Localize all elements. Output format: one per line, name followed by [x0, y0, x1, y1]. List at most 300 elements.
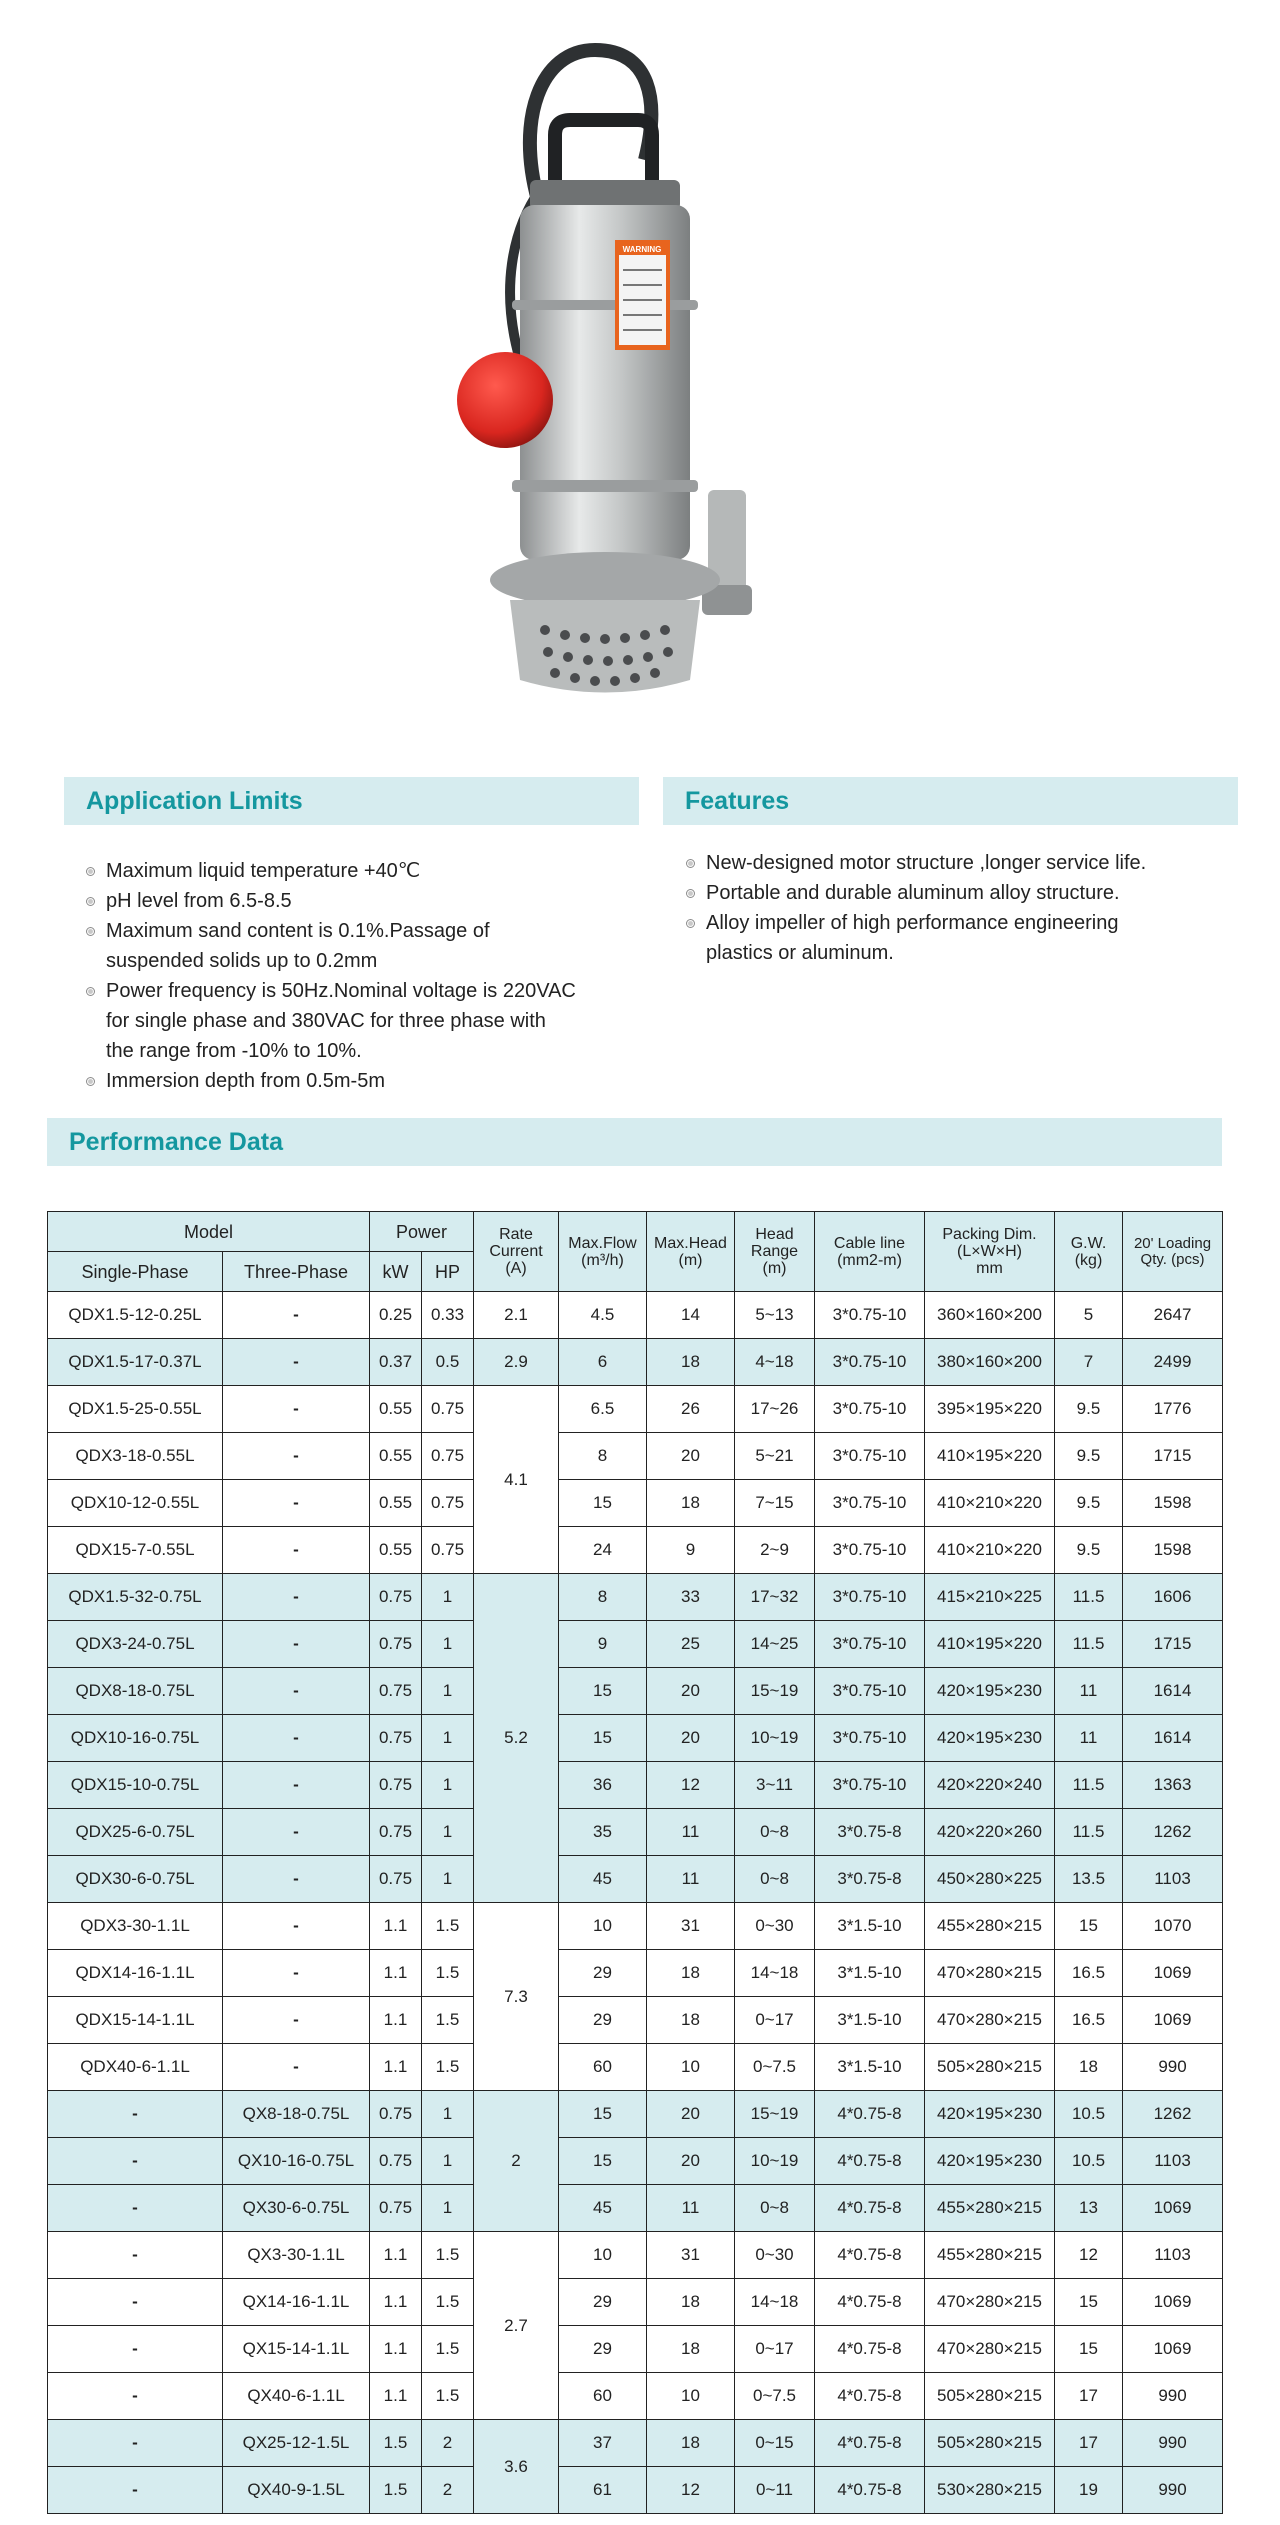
cell-single-phase-model: QDX15-14-1.1L — [48, 1997, 223, 2044]
cell-max-head: 12 — [647, 1762, 735, 1809]
cell-max-head: 18 — [647, 2279, 735, 2326]
cell-hp: 1 — [422, 2138, 474, 2185]
list-item-text: Maximum liquid temperature +40℃ — [106, 860, 421, 882]
cell-gross-weight: 16.5 — [1055, 1950, 1123, 1997]
cell-three-phase-model: - — [223, 1386, 370, 1433]
cell-kw: 0.55 — [370, 1480, 422, 1527]
table-row — [48, 2044, 1223, 2091]
cell-max-head: 18 — [647, 1997, 735, 2044]
submersible-pump-image — [420, 40, 860, 710]
cell-gross-weight: 13.5 — [1055, 1856, 1123, 1903]
cell-head-range: 0~7.5 — [735, 2373, 815, 2420]
cell-packing-dim: 530×280×215 — [925, 2467, 1055, 2514]
cell-max-head: 18 — [647, 2420, 735, 2467]
table-row — [48, 2232, 1223, 2279]
cell-packing-dim: 470×280×215 — [925, 2326, 1055, 2373]
cell-max-head: 26 — [647, 1386, 735, 1433]
cell-three-phase-model: QX3-30-1.1L — [223, 2232, 370, 2279]
cell-three-phase-model: QX8-18-0.75L — [223, 2091, 370, 2138]
cell-max-head: 11 — [647, 2185, 735, 2232]
header-model: Model — [48, 1212, 370, 1252]
bullet-icon — [686, 919, 695, 928]
cell-max-head: 20 — [647, 2091, 735, 2138]
list-item-text: Alloy impeller of high performance engineering plastics or aluminum. — [706, 912, 1119, 964]
header-power: Power — [370, 1212, 474, 1252]
cell-loading-qty: 2647 — [1123, 1292, 1223, 1339]
cell-packing-dim: 505×280×215 — [925, 2044, 1055, 2091]
cell-three-phase-model: - — [223, 2044, 370, 2091]
cell-max-head: 11 — [647, 1809, 735, 1856]
cell-head-range: 5~13 — [735, 1292, 815, 1339]
cell-kw: 0.37 — [370, 1339, 422, 1386]
cell-head-range: 0~11 — [735, 2467, 815, 2514]
cell-hp: 1 — [422, 1621, 474, 1668]
cell-gross-weight: 9.5 — [1055, 1386, 1123, 1433]
bullet-icon — [686, 889, 695, 898]
cell-max-head: 9 — [647, 1527, 735, 1574]
cell-kw: 0.75 — [370, 2185, 422, 2232]
cell-loading-qty: 1070 — [1123, 1903, 1223, 1950]
cell-head-range: 15~19 — [735, 1668, 815, 1715]
cell-max-head: 18 — [647, 1339, 735, 1386]
cell-hp: 1 — [422, 1809, 474, 1856]
cell-head-range: 0~30 — [735, 1903, 815, 1950]
cell-cable-line: 4*0.75-8 — [815, 2326, 925, 2373]
cell-single-phase-model: QDX15-10-0.75L — [48, 1762, 223, 1809]
cell-cable-line: 3*0.75-8 — [815, 1856, 925, 1903]
table-row — [48, 2373, 1223, 2420]
table-row — [48, 1480, 1223, 1527]
carry-handle — [555, 120, 652, 190]
cell-packing-dim: 395×195×220 — [925, 1386, 1055, 1433]
cell-gross-weight: 11 — [1055, 1668, 1123, 1715]
header-max-flow: Max.Flow (m³/h) — [559, 1212, 647, 1292]
cell-packing-dim: 505×280×215 — [925, 2373, 1055, 2420]
cell-cable-line: 3*1.5-10 — [815, 2044, 925, 2091]
cell-gross-weight: 5 — [1055, 1292, 1123, 1339]
table-row — [48, 1856, 1223, 1903]
cell-loading-qty: 1715 — [1123, 1621, 1223, 1668]
table-row — [48, 1762, 1223, 1809]
cell-hp: 1.5 — [422, 2326, 474, 2373]
cell-head-range: 0~30 — [735, 2232, 815, 2279]
cell-max-head: 11 — [647, 1856, 735, 1903]
cell-head-range: 10~19 — [735, 2138, 815, 2185]
cell-max-flow: 15 — [559, 1668, 647, 1715]
list-item — [686, 908, 1246, 968]
table-row — [48, 2091, 1223, 2138]
cell-hp: 1 — [422, 1715, 474, 1762]
cell-gross-weight: 9.5 — [1055, 1433, 1123, 1480]
cell-hp: 0.75 — [422, 1527, 474, 1574]
bullet-icon — [86, 987, 95, 996]
cell-single-phase-model: QDX14-16-1.1L — [48, 1950, 223, 1997]
cell-kw: 1.1 — [370, 2373, 422, 2420]
cell-cable-line: 3*0.75-10 — [815, 1292, 925, 1339]
float-switch — [457, 352, 553, 448]
features-list — [686, 848, 1246, 968]
cell-max-head: 20 — [647, 1433, 735, 1480]
cell-cable-line: 3*0.75-10 — [815, 1668, 925, 1715]
cell-gross-weight: 11.5 — [1055, 1809, 1123, 1856]
cell-hp: 0.75 — [422, 1433, 474, 1480]
cell-gross-weight: 15 — [1055, 1903, 1123, 1950]
cell-kw: 1.1 — [370, 1903, 422, 1950]
cell-cable-line: 4*0.75-8 — [815, 2467, 925, 2514]
cell-packing-dim: 410×195×220 — [925, 1621, 1055, 1668]
cell-three-phase-model: - — [223, 1621, 370, 1668]
cell-hp: 0.33 — [422, 1292, 474, 1339]
cell-single-phase-model: QDX1.5-17-0.37L — [48, 1339, 223, 1386]
cell-three-phase-model: - — [223, 1339, 370, 1386]
cell-max-head: 10 — [647, 2373, 735, 2420]
cell-cable-line: 3*0.75-10 — [815, 1433, 925, 1480]
cell-cable-line: 4*0.75-8 — [815, 2420, 925, 2467]
cell-single-phase-model: QDX3-30-1.1L — [48, 1903, 223, 1950]
table-row — [48, 2420, 1223, 2467]
cell-cable-line: 3*1.5-10 — [815, 1903, 925, 1950]
cell-loading-qty: 1262 — [1123, 1809, 1223, 1856]
cell-single-phase-model: QDX3-24-0.75L — [48, 1621, 223, 1668]
header-cable-line: Cable line (mm2-m) — [815, 1212, 925, 1292]
table-row — [48, 2185, 1223, 2232]
table-row — [48, 1292, 1223, 1339]
table-row — [48, 1339, 1223, 1386]
cell-loading-qty: 1069 — [1123, 2326, 1223, 2373]
cell-three-phase-model: QX40-6-1.1L — [223, 2373, 370, 2420]
cell-rate-current: 2.9 — [474, 1339, 559, 1386]
cell-three-phase-model: - — [223, 1433, 370, 1480]
header-max-head: Max.Head (m) — [647, 1212, 735, 1292]
performance-data-heading: Performance Data — [47, 1118, 1222, 1166]
cell-single-phase-model: - — [48, 2091, 223, 2138]
cell-packing-dim: 455×280×215 — [925, 2232, 1055, 2279]
header-rate-current: Rate Current (A) — [474, 1212, 559, 1292]
cell-hp: 1.5 — [422, 2279, 474, 2326]
cell-hp: 1 — [422, 2091, 474, 2138]
cell-cable-line: 4*0.75-8 — [815, 2091, 925, 2138]
cell-max-head: 31 — [647, 2232, 735, 2279]
cell-kw: 1.1 — [370, 1997, 422, 2044]
cell-single-phase-model: QDX3-18-0.55L — [48, 1433, 223, 1480]
cell-single-phase-model: - — [48, 2138, 223, 2185]
cell-single-phase-model: - — [48, 2326, 223, 2373]
cell-single-phase-model: - — [48, 2467, 223, 2514]
cell-max-flow: 29 — [559, 1997, 647, 2044]
cell-three-phase-model: QX10-16-0.75L — [223, 2138, 370, 2185]
cell-packing-dim: 455×280×215 — [925, 1903, 1055, 1950]
cell-max-flow: 15 — [559, 1480, 647, 1527]
cell-hp: 2 — [422, 2420, 474, 2467]
cell-cable-line: 4*0.75-8 — [815, 2279, 925, 2326]
cell-max-flow: 60 — [559, 2373, 647, 2420]
cell-gross-weight: 7 — [1055, 1339, 1123, 1386]
list-item-text: Portable and durable aluminum alloy structure. — [706, 882, 1120, 904]
cell-cable-line: 3*0.75-10 — [815, 1386, 925, 1433]
cell-rate-current: 4.1 — [474, 1386, 559, 1574]
cell-gross-weight: 10.5 — [1055, 2091, 1123, 2138]
bullet-icon — [86, 1077, 95, 1086]
cell-loading-qty: 1606 — [1123, 1574, 1223, 1621]
cell-loading-qty: 2499 — [1123, 1339, 1223, 1386]
header-head-range: Head Range (m) — [735, 1212, 815, 1292]
header-kw: kW — [370, 1252, 422, 1292]
cell-single-phase-model: QDX8-18-0.75L — [48, 1668, 223, 1715]
cell-head-range: 5~21 — [735, 1433, 815, 1480]
cell-three-phase-model: - — [223, 1292, 370, 1339]
cell-three-phase-model: - — [223, 1997, 370, 2044]
cell-hp: 1.5 — [422, 2044, 474, 2091]
cell-packing-dim: 470×280×215 — [925, 1950, 1055, 1997]
cell-max-head: 31 — [647, 1903, 735, 1950]
cell-kw: 1.1 — [370, 1950, 422, 1997]
cell-cable-line: 3*0.75-10 — [815, 1762, 925, 1809]
cell-max-flow: 36 — [559, 1762, 647, 1809]
list-item-text: New-designed motor structure ,longer service life. — [706, 852, 1147, 874]
cell-hp: 1.5 — [422, 2373, 474, 2420]
cell-cable-line: 3*0.75-10 — [815, 1480, 925, 1527]
cell-cable-line: 3*0.75-10 — [815, 1527, 925, 1574]
cell-loading-qty: 1598 — [1123, 1527, 1223, 1574]
table-row — [48, 1809, 1223, 1856]
svg-text:WARNING: WARNING — [622, 245, 662, 254]
cell-gross-weight: 12 — [1055, 2232, 1123, 2279]
cell-packing-dim: 470×280×215 — [925, 1997, 1055, 2044]
cell-hp: 1 — [422, 2185, 474, 2232]
list-item — [86, 856, 646, 886]
list-item-text: pH level from 6.5-8.5 — [106, 890, 292, 912]
cell-single-phase-model: - — [48, 2185, 223, 2232]
header-three-phase: Three-Phase — [223, 1252, 370, 1292]
cell-max-flow: 45 — [559, 1856, 647, 1903]
cell-head-range: 0~15 — [735, 2420, 815, 2467]
cell-max-flow: 10 — [559, 1903, 647, 1950]
cell-max-flow: 9 — [559, 1621, 647, 1668]
cell-packing-dim: 420×195×230 — [925, 2091, 1055, 2138]
list-item — [686, 848, 1246, 878]
table-row — [48, 1715, 1223, 1762]
cell-three-phase-model: QX15-14-1.1L — [223, 2326, 370, 2373]
cell-rate-current: 3.6 — [474, 2420, 559, 2514]
cell-gross-weight: 17 — [1055, 2373, 1123, 2420]
cell-max-head: 18 — [647, 1480, 735, 1527]
cell-three-phase-model: - — [223, 1809, 370, 1856]
application-limits-list — [86, 856, 646, 1096]
cell-hp: 0.5 — [422, 1339, 474, 1386]
cell-packing-dim: 415×210×225 — [925, 1574, 1055, 1621]
list-item-text: Immersion depth from 0.5m-5m — [106, 1070, 385, 1092]
cell-loading-qty: 1614 — [1123, 1668, 1223, 1715]
cell-max-flow: 29 — [559, 1950, 647, 1997]
cell-max-flow: 15 — [559, 1715, 647, 1762]
cell-kw: 0.75 — [370, 1856, 422, 1903]
table-row — [48, 1386, 1223, 1433]
cell-hp: 1.5 — [422, 2232, 474, 2279]
cell-max-head: 20 — [647, 2138, 735, 2185]
cell-gross-weight: 9.5 — [1055, 1527, 1123, 1574]
cell-three-phase-model: - — [223, 1668, 370, 1715]
cell-kw: 0.75 — [370, 2138, 422, 2185]
cell-cable-line: 3*1.5-10 — [815, 1997, 925, 2044]
cell-gross-weight: 11.5 — [1055, 1574, 1123, 1621]
cell-loading-qty: 990 — [1123, 2044, 1223, 2091]
cell-head-range: 14~18 — [735, 2279, 815, 2326]
cell-three-phase-model: QX14-16-1.1L — [223, 2279, 370, 2326]
cell-head-range: 0~17 — [735, 1997, 815, 2044]
cell-three-phase-model: - — [223, 1762, 370, 1809]
cell-three-phase-model: - — [223, 1856, 370, 1903]
bullet-icon — [86, 867, 95, 876]
performance-table-body — [48, 1292, 1223, 2514]
cell-three-phase-model: QX30-6-0.75L — [223, 2185, 370, 2232]
cell-max-flow: 45 — [559, 2185, 647, 2232]
cell-loading-qty: 1069 — [1123, 1997, 1223, 2044]
cell-loading-qty: 1614 — [1123, 1715, 1223, 1762]
cell-gross-weight: 19 — [1055, 2467, 1123, 2514]
cell-head-range: 14~25 — [735, 1621, 815, 1668]
cell-packing-dim: 420×195×230 — [925, 1668, 1055, 1715]
cell-kw: 0.75 — [370, 1574, 422, 1621]
cell-packing-dim: 410×195×220 — [925, 1433, 1055, 1480]
table-row — [48, 1621, 1223, 1668]
table-row — [48, 1997, 1223, 2044]
cell-head-range: 0~7.5 — [735, 2044, 815, 2091]
cell-loading-qty: 1363 — [1123, 1762, 1223, 1809]
cell-head-range: 0~8 — [735, 2185, 815, 2232]
cell-gross-weight: 13 — [1055, 2185, 1123, 2232]
list-item-text: Maximum sand content is 0.1%.Passage of suspended solids up to 0.2mm — [106, 920, 490, 972]
cell-max-head: 20 — [647, 1668, 735, 1715]
performance-table — [47, 1211, 1223, 2514]
cell-max-flow: 29 — [559, 2279, 647, 2326]
cell-gross-weight: 15 — [1055, 2326, 1123, 2373]
cell-single-phase-model: QDX30-6-0.75L — [48, 1856, 223, 1903]
cell-single-phase-model: - — [48, 2279, 223, 2326]
cell-cable-line: 4*0.75-8 — [815, 2373, 925, 2420]
list-item — [86, 886, 646, 916]
cell-head-range: 10~19 — [735, 1715, 815, 1762]
cell-kw: 1.1 — [370, 2326, 422, 2373]
cell-cable-line: 3*0.75-10 — [815, 1621, 925, 1668]
cell-hp: 0.75 — [422, 1480, 474, 1527]
cell-three-phase-model: - — [223, 1527, 370, 1574]
cell-kw: 1.1 — [370, 2279, 422, 2326]
cell-head-range: 0~17 — [735, 2326, 815, 2373]
cell-three-phase-model: - — [223, 1950, 370, 1997]
cell-loading-qty: 1262 — [1123, 2091, 1223, 2138]
cell-packing-dim: 455×280×215 — [925, 2185, 1055, 2232]
cell-single-phase-model: QDX40-6-1.1L — [48, 2044, 223, 2091]
cell-packing-dim: 470×280×215 — [925, 2279, 1055, 2326]
cell-max-flow: 10 — [559, 2232, 647, 2279]
cell-max-flow: 37 — [559, 2420, 647, 2467]
cell-packing-dim: 380×160×200 — [925, 1339, 1055, 1386]
cell-loading-qty: 1069 — [1123, 1950, 1223, 1997]
cell-kw: 0.75 — [370, 2091, 422, 2138]
cell-kw: 0.55 — [370, 1386, 422, 1433]
cell-gross-weight: 10.5 — [1055, 2138, 1123, 2185]
cell-packing-dim: 420×195×230 — [925, 1715, 1055, 1762]
table-row — [48, 2326, 1223, 2373]
cell-hp: 1 — [422, 1856, 474, 1903]
cell-max-head: 14 — [647, 1292, 735, 1339]
cell-loading-qty: 1069 — [1123, 2279, 1223, 2326]
header-single-phase: Single-Phase — [48, 1252, 223, 1292]
cell-packing-dim: 450×280×225 — [925, 1856, 1055, 1903]
cell-kw: 1.5 — [370, 2420, 422, 2467]
list-item-text: Power frequency is 50Hz.Nominal voltage is 220VAC for single phase and 380VAC for three phase with the range from -10% to 10%. — [106, 980, 576, 1062]
cell-head-range: 3~11 — [735, 1762, 815, 1809]
list-item — [686, 878, 1246, 908]
table-row — [48, 2138, 1223, 2185]
cell-kw: 0.55 — [370, 1433, 422, 1480]
cell-rate-current: 5.2 — [474, 1574, 559, 1903]
cell-max-flow: 29 — [559, 2326, 647, 2373]
cell-single-phase-model: QDX10-16-0.75L — [48, 1715, 223, 1762]
header-hp: HP — [422, 1252, 474, 1292]
cell-single-phase-model: QDX1.5-25-0.55L — [48, 1386, 223, 1433]
cell-single-phase-model: - — [48, 2373, 223, 2420]
cell-loading-qty: 990 — [1123, 2373, 1223, 2420]
cell-max-flow: 24 — [559, 1527, 647, 1574]
cell-packing-dim: 420×220×240 — [925, 1762, 1055, 1809]
cell-hp: 0.75 — [422, 1386, 474, 1433]
cell-kw: 0.75 — [370, 1762, 422, 1809]
cell-kw: 0.75 — [370, 1668, 422, 1715]
cell-cable-line: 3*0.75-10 — [815, 1574, 925, 1621]
cell-loading-qty: 990 — [1123, 2420, 1223, 2467]
cell-three-phase-model: - — [223, 1480, 370, 1527]
cell-head-range: 4~18 — [735, 1339, 815, 1386]
cell-cable-line: 4*0.75-8 — [815, 2185, 925, 2232]
cell-max-head: 20 — [647, 1715, 735, 1762]
warning-label — [615, 240, 670, 350]
header-gross-weight: G.W. (kg) — [1055, 1212, 1123, 1292]
cell-single-phase-model: QDX1.5-32-0.75L — [48, 1574, 223, 1621]
cell-kw: 0.55 — [370, 1527, 422, 1574]
cell-three-phase-model: QX25-12-1.5L — [223, 2420, 370, 2467]
cell-max-flow: 8 — [559, 1574, 647, 1621]
cell-head-range: 17~32 — [735, 1574, 815, 1621]
list-item — [86, 1066, 646, 1096]
cell-three-phase-model: - — [223, 1715, 370, 1762]
cell-hp: 1.5 — [422, 1903, 474, 1950]
cell-max-flow: 15 — [559, 2138, 647, 2185]
cell-max-head: 33 — [647, 1574, 735, 1621]
cell-loading-qty: 1103 — [1123, 1856, 1223, 1903]
cell-max-head: 10 — [647, 2044, 735, 2091]
cell-max-head: 12 — [647, 2467, 735, 2514]
cell-rate-current: 7.3 — [474, 1903, 559, 2091]
cell-three-phase-model: QX40-9-1.5L — [223, 2467, 370, 2514]
cell-hp: 1 — [422, 1668, 474, 1715]
cell-three-phase-model: - — [223, 1574, 370, 1621]
cell-gross-weight: 18 — [1055, 2044, 1123, 2091]
table-row — [48, 1903, 1223, 1950]
cell-cable-line: 4*0.75-8 — [815, 2138, 925, 2185]
cell-max-flow: 15 — [559, 2091, 647, 2138]
cell-single-phase-model: QDX1.5-12-0.25L — [48, 1292, 223, 1339]
cell-max-flow: 4.5 — [559, 1292, 647, 1339]
list-item — [86, 916, 646, 976]
cell-kw: 1.1 — [370, 2232, 422, 2279]
cell-head-range: 14~18 — [735, 1950, 815, 1997]
cell-max-flow: 35 — [559, 1809, 647, 1856]
cell-gross-weight: 16.5 — [1055, 1997, 1123, 2044]
cell-head-range: 7~15 — [735, 1480, 815, 1527]
cell-kw: 1.5 — [370, 2467, 422, 2514]
table-row — [48, 2467, 1223, 2514]
